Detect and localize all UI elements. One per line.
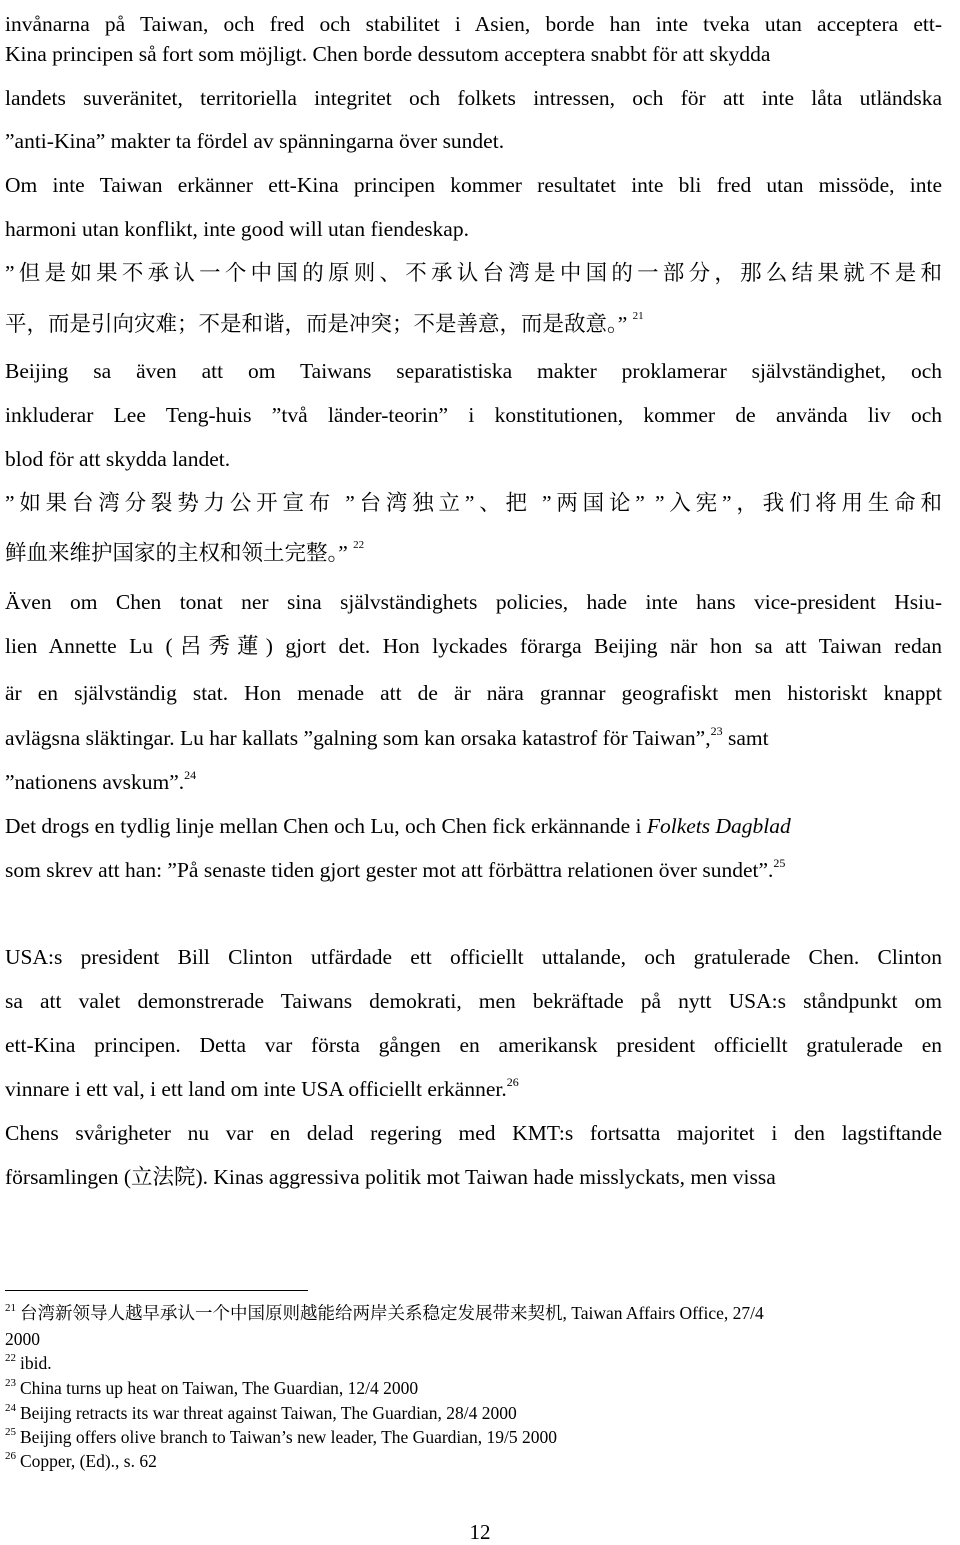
footnote-continuation: 2000 [5,1329,40,1349]
chinese-quote-line: ”如果台湾分裂势力公开宣布 ”台湾独立”、把 ”两国论” ”入宪”，我们将用生命和 [5,491,942,515]
body-line: Kina principen så fort som möjligt. Chen borde dessutom acceptera snabbt för att skydda [5,42,771,66]
footnote-number: 25 [5,1426,16,1438]
footnote-ref: 21 [632,310,644,322]
newspaper-title: Folkets Dagblad [646,814,791,838]
footnote: $^{22}$ ibid. [5,1352,52,1373]
body-line: Även om Chen tonat ner sina självständighets policies, hade inte hans vice-president Hsiu- [5,590,942,614]
footnote: $^{21}$ 台湾新领导人越早承认一个中国原则越能给两岸关系稳定发展带来契机, Taiwan Affairs Office, 27/4 [5,1302,764,1323]
footnote-number: 21 [5,1302,16,1314]
body-line: ”nationens avskum”.$^{24}$ [5,768,197,794]
body-line: Beijing sa även att om Taiwans separatistiska makter proklamerar självständighet, och [5,359,942,383]
footnote-ref: 23 [710,724,723,738]
footnote-number: 22 [5,1352,16,1364]
body-line: lien Annette Lu (呂秀蓮) gjort det. Hon lyckades förarga Beijing när hon sa att Taiwan redan [5,634,942,658]
body-line: ”anti-Kina” makter ta fördel av spänningarna över sundet. [5,129,505,153]
body-line: församlingen (立法院). Kinas aggressiva politik mot Taiwan hade misslyckats, men vissa [5,1165,776,1189]
body-line: Om inte Taiwan erkänner ett-Kina principen kommer resultatet inte bli fred utan missöde, inte [5,173,942,197]
footnote-ref: 22 [353,539,365,551]
footnote-number: 24 [5,1402,16,1414]
body-line: invånarna på Taiwan, och fred och stabilitet i Asien, borde han inte tveka utan acceptera ett- [5,12,942,36]
body-line: USA:s president Bill Clinton utfärdade ett officiellt uttalande, och gratulerade Chen. Clinton [5,945,942,969]
footnote-ref: 24 [184,768,197,782]
body-line: som skrev att han: ”På senaste tiden gjort gester mot att förbättra relationen över sundet”.$^{25}$ [5,856,786,882]
footnote: $^{24}$ Beijing retracts its war threat against Taiwan, The Guardian, 28/4 2000 [5,1402,517,1423]
footnote-number: 23 [5,1377,16,1389]
body-line: harmoni utan konflikt, inte good will utan fiendeskap. [5,217,469,241]
body-line: vinnare i ett val, i ett land om inte USA officiellt erkänner.$^{26}$ [5,1075,519,1101]
page-number: 12 [469,1520,491,1544]
footnote: $^{25}$ Beijing offers olive branch to Taiwan’s new leader, The Guardian, 19/5 2000 [5,1426,558,1447]
footnote-separator [5,1290,308,1291]
body-line: ett-Kina principen. Detta var första gången en amerikansk president officiellt gratulerade en [5,1033,942,1057]
body-line: blod för att skydda landet. [5,447,231,471]
body-line: sa att valet demonstrerade Taiwans demokrati, men bekräftade på nytt USA:s ståndpunkt om [5,989,942,1013]
chinese-quote-line: ”但是如果不承认一个中国的原则、不承认台湾是中国的一部分，那么结果就不是和 [5,261,942,285]
footnote-number: 26 [5,1450,16,1462]
body-line: inkluderar Lee Teng-huis ”två länder-teorin” i konstitutionen, kommer de använda liv och [5,403,942,427]
footnote-ref: 26 [506,1075,519,1089]
body-line: är en självständig stat. Hon menade att de är nära grannar geografiskt men historiskt knappt [5,681,942,705]
footnote: $^{26}$ Copper, (Ed)., s. 62 [5,1450,157,1471]
chinese-quote-line: 平，而是引向灾难；不是和谐，而是冲突；不是善意，而是敌意。” $^{21}$ [5,310,644,336]
body-line: Chens svårigheter nu var en delad regering med KMT:s fortsatta majoritet i den lagstiftande [5,1121,942,1145]
footnote-ref: 25 [773,856,786,870]
chinese-quote-line: 鲜血来维护国家的主权和领土完整。” $^{22}$ [5,539,365,565]
body-line: landets suveränitet, territoriella integritet och folkets intressen, och för att inte låta utländska [5,86,942,110]
footnote: $^{23}$ China turns up heat on Taiwan, The Guardian, 12/4 2000 [5,1377,419,1398]
body-line: avlägsna släktingar. Lu har kallats ”galning som kan orsaka katastrof för Taiwan”,$^{23}$ samt [5,724,769,750]
body-line: Det drogs en tydlig linje mellan Chen och Lu, och Chen fick erkännande i Folkets Dagblad [5,814,791,838]
